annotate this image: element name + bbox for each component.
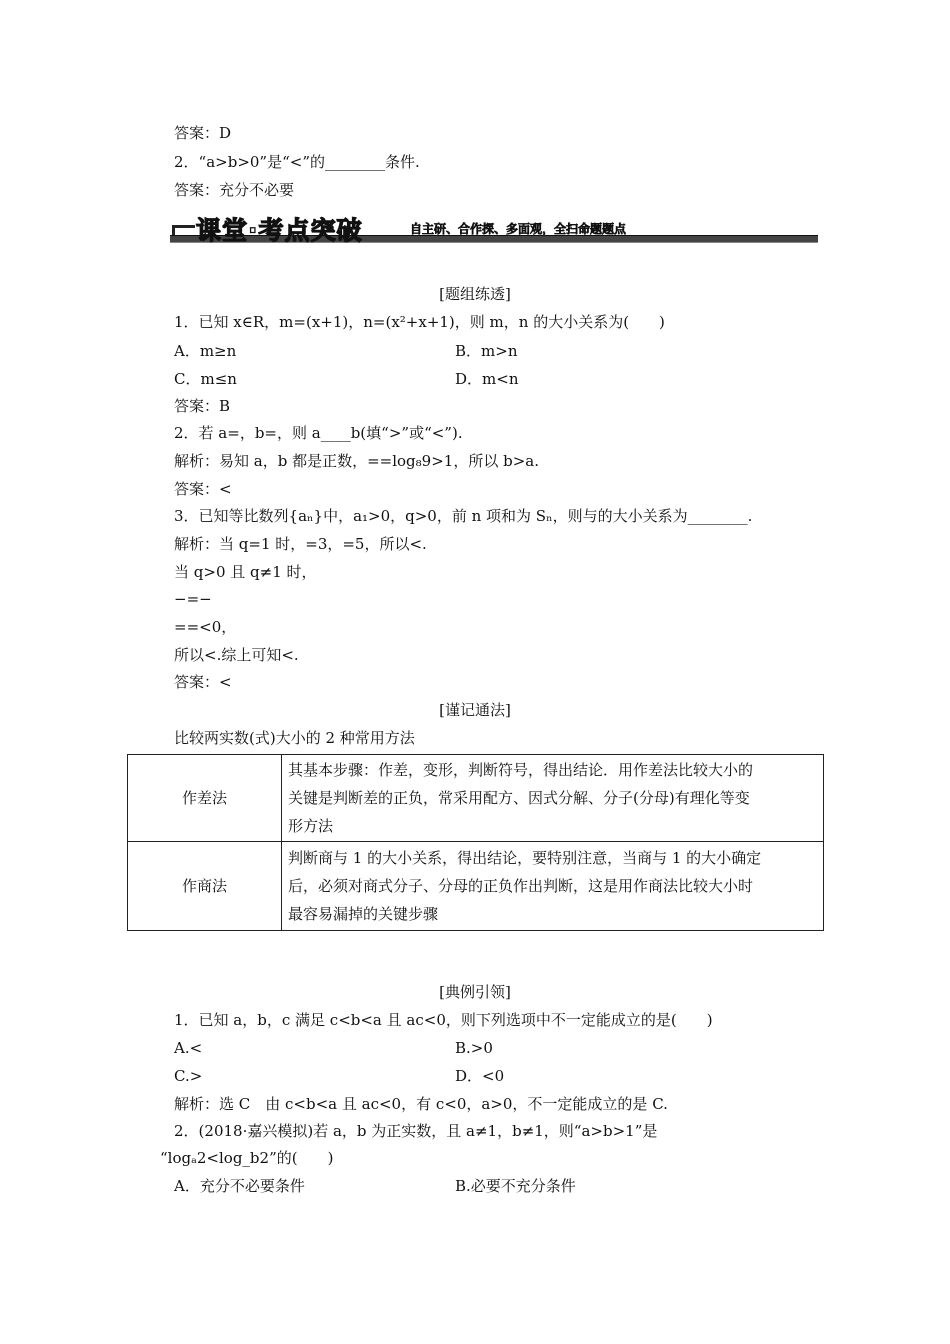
desc-line: 关键是判断差的正负，常采用配方、因式分解、分子(分母)有理化等变: [288, 789, 750, 807]
question-3: 3．已知等比数列{aₙ}中，a₁>0，q>0，前 n 项和为 Sₙ，则与的大小关系为________.: [174, 507, 753, 525]
desc-line: 最容易漏掉的关键步骤: [288, 905, 439, 923]
question-2-cont: “logₐ2<log_b2”的( ): [160, 1149, 334, 1167]
option-b: B．m>n: [455, 342, 518, 360]
analysis-line: 解析：选 C 由 c<b<a 且 ac<0，有 c<0，a>0，不一定能成立的是 C.: [174, 1095, 668, 1113]
methods-intro: 比较两实数(式)大小的 2 种常用方法: [174, 729, 415, 747]
desc-line: 后，必须对商式分子、分母的正负作出判断，这是用作商法比较大小时: [288, 877, 754, 895]
answer-line: 答案：D: [174, 124, 232, 142]
option-a: A．m≥n: [174, 342, 237, 360]
question-2: 2．(2018·嘉兴模拟)若 a，b 为正实数，且 a≠1，b≠1，则“a>b>1”是: [174, 1122, 658, 1140]
table-row: [128, 842, 824, 931]
analysis-line: ==<0，: [174, 618, 237, 636]
option-d: D．<0: [455, 1067, 505, 1085]
method-desc: [282, 755, 824, 842]
banner-title: 课堂·考点突破: [196, 216, 363, 245]
answer-line: 答案：B: [174, 397, 231, 415]
desc-line: 形方法: [288, 817, 334, 835]
question-2: 2．若 a=，b=，则 a____b(填“>”或“<”).: [174, 424, 463, 442]
section-heading: [谨记通法]: [439, 701, 511, 719]
analysis-line: −=−: [174, 590, 212, 608]
analysis-line: 解析：当 q=1 时，=3，=5，所以<.: [174, 535, 427, 553]
section-heading: [典例引领]: [439, 983, 511, 1001]
desc-line: 其基本步骤：作差，变形，判断符号，得出结论．用作差法比较大小的: [288, 761, 754, 779]
question-1: 1．已知 x∈R，m=(x+1)，n=(x²+x+1)，则 m，n 的大小关系为( ): [174, 313, 665, 331]
analysis-line: 解析：易知 a，b 都是正数，==log₈9>1，所以 b>a.: [174, 452, 539, 470]
option-a: A．充分不必要条件: [174, 1177, 305, 1195]
option-c: C．m≤n: [174, 370, 237, 388]
banner-subtitle: 自主研、合作探、多面观，全扫命题题点: [410, 222, 627, 236]
question-1: 1．已知 a，b，c 满足 c<b<a 且 ac<0，则下列选项中不一定能成立的是( ): [174, 1011, 713, 1029]
answer-line: 答案：<: [174, 480, 232, 498]
desc-line: 判断商与 1 的大小关系，得出结论，要特别注意，当商与 1 的大小确定: [288, 849, 762, 867]
method-name: 作商法: [128, 842, 282, 931]
analysis-line: 当 q>0 且 q≠1 时，: [174, 563, 317, 581]
method-desc: [282, 842, 824, 931]
option-b: B.必要不充分条件: [455, 1177, 576, 1195]
section-heading: [题组练透]: [439, 285, 511, 303]
question-2: 2．“a>b>0”是“<”的________条件.: [174, 153, 420, 171]
option-b: B.>0: [455, 1039, 493, 1057]
option-c: C.>: [174, 1067, 203, 1085]
option-d: D．m<n: [455, 370, 519, 388]
section-banner: [170, 211, 818, 247]
method-name: 作差法: [128, 755, 282, 842]
option-a: A.<: [174, 1039, 203, 1057]
analysis-line: 所以<.综上可知<.: [174, 646, 299, 664]
methods-table: [127, 754, 824, 931]
answer-line: 答案：充分不必要: [174, 181, 295, 199]
answer-line: 答案：<: [174, 673, 232, 691]
table-row: [128, 755, 824, 842]
